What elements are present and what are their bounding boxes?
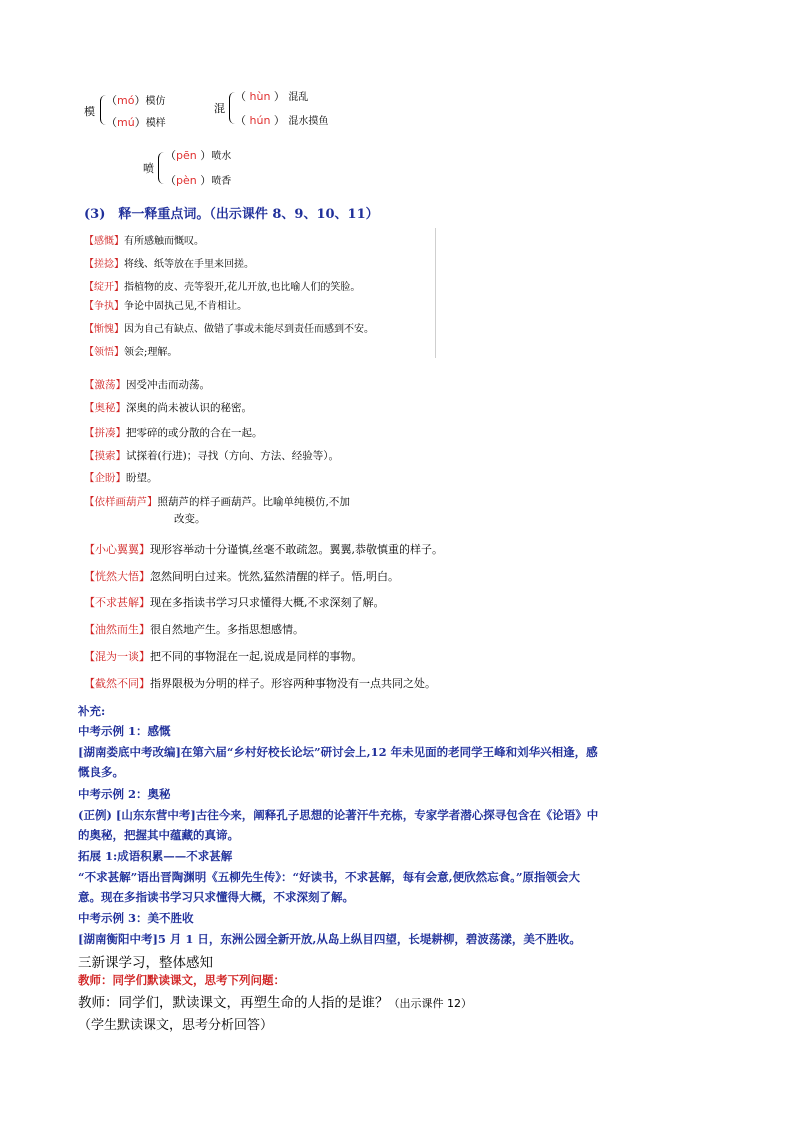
pinyin-row: （mó）模仿	[106, 94, 166, 107]
term-item: 【奥秘】深奥的尚未被认识的秘密。	[84, 402, 252, 414]
brace	[158, 152, 165, 184]
example-text: 慨良多。	[78, 765, 124, 779]
pinyin-row: （pēn ）喷水	[165, 149, 232, 162]
teacher-prompt: 教师：同学们默读课文，思考下列问题：	[78, 973, 285, 987]
term-item: 【争执】争论中固执己见,不肯相让。	[84, 301, 248, 312]
term-item: 【混为一谈】把不同的事物混在一起,说成是同样的事物。	[84, 650, 363, 663]
term-item: 【摸索】试探着(行进)；寻找（方向、方法、经验等）。	[84, 450, 339, 462]
term-item: 【绽开】指植物的皮、壳等裂开,花儿开放,也比喻人们的笑脸。	[84, 282, 361, 293]
term-item: 【依样画葫芦】照葫芦的样子画葫芦。比喻单纯模仿,不加	[84, 496, 350, 508]
term-item: 【领悟】领会;理解。	[84, 347, 178, 358]
extension-title: 拓展 1:成语积累——不求甚解	[78, 849, 233, 863]
section-heading: 三新课学习，整体感知	[78, 955, 213, 971]
example-title: 中考示例 2：奥秘	[78, 787, 171, 801]
section-heading: (3) 释一释重点词。（出示课件 8、9、10、11）	[84, 207, 379, 222]
char-mo: 模	[84, 105, 95, 118]
term-item: 【激荡】因受冲击而动荡。	[84, 379, 210, 391]
term-item: 【惭愧】因为自己有缺点、做错了事或未能尽到责任而感到不安。	[84, 324, 374, 335]
char-pen: 喷	[143, 162, 154, 175]
term-item: 【拼凑】把零碎的或分散的合在一起。	[84, 427, 263, 439]
pinyin-row: （mú）模样	[106, 116, 166, 129]
term-item-continued: 改变。	[174, 513, 206, 525]
term-item: 【企盼】盼望。	[84, 472, 158, 484]
pinyin-row: （ hún ） 混水摸鱼	[235, 114, 329, 127]
divider	[435, 228, 436, 358]
term-item: 【不求甚解】现在多指读书学习只求懂得大概,不求深刻了解。	[84, 596, 385, 609]
term-item: 【截然不同】指界限极为分明的样子。形容两种事物没有一点共同之处。	[84, 677, 436, 690]
term-item: 【感慨】有所感触而慨叹。	[84, 236, 204, 247]
teacher-question: 教师：同学们，默读课文，再塑生命的人指的是谁？（出示课件 12）	[78, 995, 472, 1011]
example-title: 中考示例 3：美不胜收	[78, 911, 194, 925]
pinyin-row: （ hùn ） 混乱	[235, 90, 309, 103]
student-instruction: （学生默读课文，思考分析回答）	[78, 1018, 274, 1033]
char-hun: 混	[214, 102, 225, 115]
term-item: 【搓捻】将线、纸等放在手里来回搓。	[84, 259, 254, 270]
example-text: (正例) [山东东营中考]古往今来，阐释孔子思想的论著汗牛充栋，专家学者潜心探寻包含在《论语》中	[78, 808, 599, 822]
example-text: [湖南娄底中考改编]在第六届“乡村好校长论坛”研讨会上,12 年未见面的老同学王峰和刘华兴相逢，感	[78, 745, 598, 759]
supplement-label: 补充:	[78, 704, 106, 718]
term-item: 【恍然大悟】忽然间明白过来。恍然,猛然清醒的样子。悟,明白。	[84, 570, 399, 583]
term-item: 【油然而生】很自然地产生。多指思想感情。	[84, 623, 304, 636]
example-text: 的奥秘，把握其中蕴藏的真谛。	[78, 828, 239, 842]
example-title: 中考示例 1：感慨	[78, 724, 171, 738]
extension-text: “不求甚解”语出晋陶渊明《五柳先生传》：“好读书，不求甚解，每有会意,便欣然忘食。”原指领会大	[78, 870, 580, 884]
term-item: 【小心翼翼】现形容举动十分谨慎,丝毫不敢疏忽。翼翼,恭敬慎重的样子。	[84, 543, 443, 556]
example-text: [湖南衡阳中考]5 月 1 日，东洲公园全新开放,从岛上纵目四望，长堤耕柳，碧波荡漾，美不胜收。	[78, 932, 581, 946]
pinyin-row: （pèn ）喷香	[165, 174, 232, 187]
extension-text: 意。现在多指读书学习只求懂得大概，不求深刻了解。	[78, 890, 354, 904]
